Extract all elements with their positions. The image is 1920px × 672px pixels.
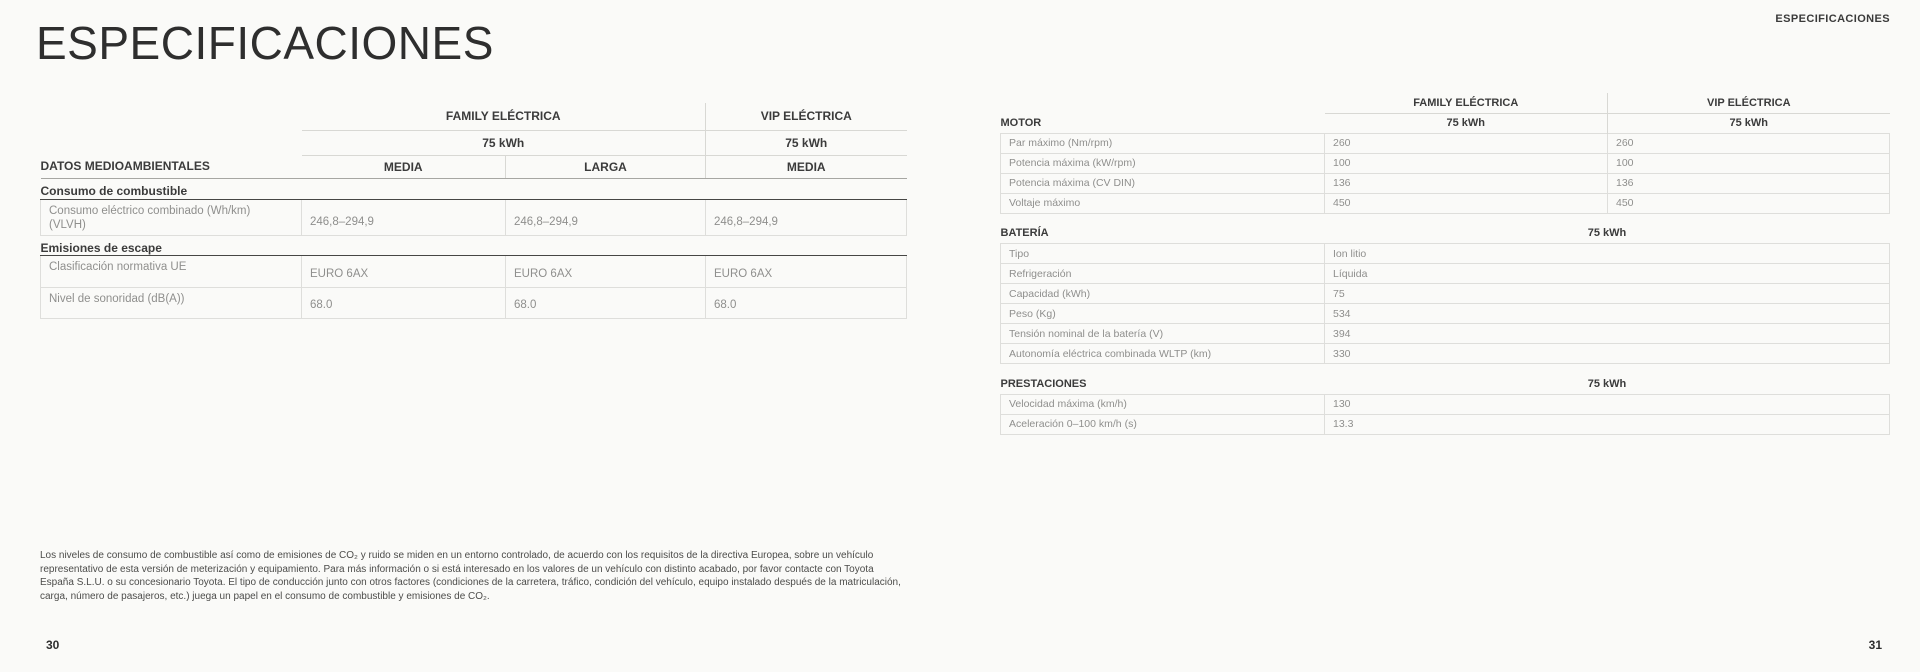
table-row	[1001, 113, 1890, 133]
table-row	[1001, 304, 1890, 324]
row-value: 246,8–294,9	[506, 199, 706, 235]
brand-vip-header: VIP ELÉCTRICA	[1608, 93, 1890, 113]
table-row	[1001, 344, 1890, 364]
row-value: Líquida	[1325, 264, 1890, 284]
brand-family-header: FAMILY ELÉCTRICA	[1325, 93, 1608, 113]
battery-vip-header: 75 kWh	[1608, 113, 1890, 133]
section-gap	[1001, 364, 1890, 375]
section-title-motor: MOTOR	[1000, 116, 1042, 129]
page-number-right: 31	[1868, 638, 1882, 652]
table-row	[41, 255, 907, 287]
table-row	[41, 155, 907, 178]
battery-family-header: 75 kWh	[302, 130, 706, 155]
table-row	[1001, 153, 1890, 173]
row-label: Peso (Kg)	[1001, 304, 1325, 324]
table-row	[1001, 264, 1890, 284]
table-row	[41, 287, 907, 318]
row-value: 394	[1325, 324, 1890, 344]
row-value: 246,8–294,9	[302, 199, 506, 235]
row-label: Potencia máxima (CV DIN)	[1001, 173, 1325, 193]
table-row	[1001, 224, 1890, 244]
table-row	[1001, 374, 1890, 394]
empty-cell	[41, 130, 302, 155]
corner-section-label: ESPECIFICACIONES	[1775, 13, 1890, 25]
row-value: 330	[1325, 344, 1890, 364]
table-row	[41, 103, 907, 130]
grade-header: MEDIA	[302, 155, 506, 178]
row-label: Aceleración 0–100 km/h (s)	[1001, 414, 1325, 434]
subsection-header: Consumo de combustible	[41, 178, 907, 199]
section-title-prestaciones: PRESTACIONES	[1000, 377, 1087, 390]
row-value: EURO 6AX	[706, 255, 907, 287]
row-value: 534	[1325, 304, 1890, 324]
row-label-line1: Consumo eléctrico combinado (Wh/km)	[49, 204, 251, 217]
technical-specs-table	[1000, 93, 1890, 435]
row-value: 260	[1608, 133, 1890, 153]
table-row	[1001, 93, 1890, 113]
subsection-header: Emisiones de escape	[41, 235, 907, 255]
section-title-bateria: BATERÍA	[1000, 227, 1049, 240]
row-label-line2: (VLVH)	[49, 218, 86, 231]
table-row	[1001, 173, 1890, 193]
battery-merged-header: 75 kWh	[1587, 227, 1627, 240]
battery-merged-header: 75 kWh	[1587, 377, 1627, 390]
page-number-left: 30	[46, 638, 60, 652]
row-value: 75	[1325, 284, 1890, 304]
row-label: Velocidad máxima (km/h)	[1001, 394, 1325, 414]
row-value: 260	[1325, 133, 1608, 153]
row-value: 136	[1608, 173, 1890, 193]
table-row	[1001, 324, 1890, 344]
row-label: Clasificación normativa UE	[41, 255, 302, 287]
row-value: EURO 6AX	[302, 255, 506, 287]
table-row	[1001, 133, 1890, 153]
table-row	[1001, 284, 1890, 304]
row-label: Tipo	[1001, 244, 1325, 264]
row-label: Voltaje máximo	[1001, 193, 1325, 213]
row-value: 100	[1608, 153, 1890, 173]
row-value: 13.3	[1325, 414, 1890, 434]
row-label: Autonomía eléctrica combinada WLTP (km)	[1001, 344, 1325, 364]
table-row	[41, 178, 907, 199]
battery-family-header: 75 kWh	[1446, 117, 1485, 129]
row-label: Potencia máxima (kW/rpm)	[1001, 153, 1325, 173]
table-row	[1001, 394, 1890, 414]
row-label: Tensión nominal de la batería (V)	[1001, 324, 1325, 344]
row-value: 450	[1325, 193, 1608, 213]
legal-footnote: Los niveles de consumo de combustible así como de emisiones de CO₂ y ruido se miden en un entorno controlado, de acuerdo con los requisitos de la directiva Europea, sobre un vehículo representativo de esta versión de meterización y equipamiento. Para más información o si está interesado en los valores de un vehículo con distinto acabado, por favor contacte con Toyota España S.L.U. o su concesionario Toyota. El tipo de conducción junto con otros factores (condiciones de la carretera, tráfico, condición del vehículo, equipo instalado después de la matriculación, carga, número de pasajeros, etc.) juega un papel en el consumo de combustible y emisiones de CO₂.	[40, 550, 901, 602]
row-label: Refrigeración	[1001, 264, 1325, 284]
row-label: Capacidad (kWh)	[1001, 284, 1325, 304]
section-title: DATOS MEDIOAMBIENTALES	[41, 155, 302, 178]
row-value: Ion litio	[1325, 244, 1890, 264]
brand-vip-header: VIP ELÉCTRICA	[706, 103, 907, 130]
row-value: 100	[1325, 153, 1608, 173]
table-row	[41, 130, 907, 155]
table-row	[1001, 193, 1890, 213]
row-value: 68.0	[302, 287, 506, 318]
row-value: 246,8–294,9	[706, 199, 907, 235]
battery-vip-header: 75 kWh	[706, 130, 907, 155]
row-value: EURO 6AX	[506, 255, 706, 287]
table-row	[1001, 414, 1890, 434]
row-value: 68.0	[506, 287, 706, 318]
brand-family-header: FAMILY ELÉCTRICA	[302, 103, 706, 130]
grade-header: MEDIA	[706, 155, 907, 178]
grade-header: LARGA	[506, 155, 706, 178]
section-gap	[1001, 213, 1890, 224]
row-value: 136	[1325, 173, 1608, 193]
empty-cell	[41, 103, 302, 130]
row-label: Par máximo (Nm/rpm)	[1001, 133, 1325, 153]
empty-cell	[1001, 93, 1325, 113]
table-row	[41, 235, 907, 255]
table-row	[1001, 244, 1890, 264]
row-label	[41, 199, 302, 235]
row-value: 450	[1608, 193, 1890, 213]
page-title: ESPECIFICACIONES	[36, 17, 494, 69]
environmental-data-table	[40, 103, 907, 319]
row-label: Nivel de sonoridad (dB(A))	[41, 287, 302, 318]
row-value: 130	[1325, 394, 1890, 414]
row-value: 68.0	[706, 287, 907, 318]
table-row	[41, 199, 907, 235]
